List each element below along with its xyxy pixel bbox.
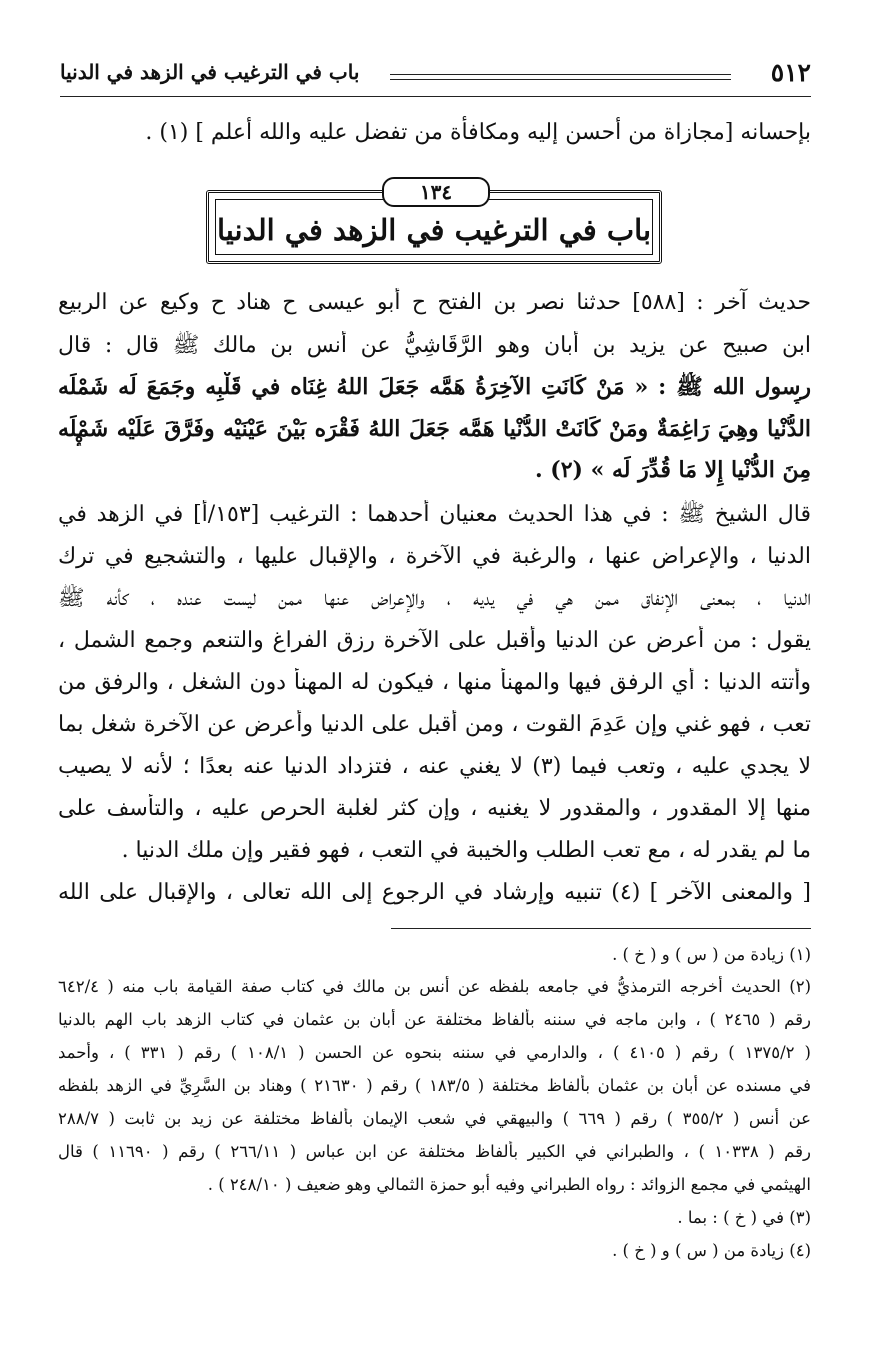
hadith-text-line: الدُّنْيا وهِيَ رَاغِمَةٌ ومَنْ كَانَتْ الدُّنْيا هَمَّه جَعَلَ اللهُ فَقْرَه بَيْنَ عَيْنَيْه وفَرَّقَ عَلَيْه شَمْلَه — [58, 416, 811, 442]
chapter-number-badge: ١٣٤ — [382, 177, 490, 207]
footnote: (٤) زيادة من ( س ) و ( خ ) . — [612, 1241, 811, 1260]
body-line: حديث آخر : [٥٨٨] حدثنا نصر بن الفتح ح أبو عيسى ح هناد ح وكيع عن الربيع — [58, 290, 811, 315]
body-line: لا يجدي عليه ، وتعب فيما (٣) لا يغني عنه ، فتزداد الدنيا عنه بعدًا ؛ لأنه لا يصيب — [58, 754, 811, 779]
running-header — [60, 58, 811, 94]
footnote: (١) زيادة من ( س ) و ( خ ) . — [612, 945, 811, 964]
body-line: قال الشيخ ﷺ : في هذا الحديث معنيان أحدهما : الترغيب [١٥٣/أ] في الزهد في — [58, 502, 811, 527]
footnote-line: ( ١٣٧٥/٢ ) رقم ( ٤١٠٥ ) ، والدارمي في سننه بنحوه عن الحسن ( ١٠٨/١ ) رقم ( ٣٣١ ) ، وأحمد — [58, 1043, 811, 1062]
footnote: (٣) في ( خ ) : بما . — [677, 1208, 811, 1227]
footnote-line: (٢) الحديث أخرجه الترمذيُّ في جامعه بلفظه عن أنس بن مالك في كتاب صفة القيامة باب منه ( ٦٤٢/٤ — [58, 977, 811, 996]
footnote-line: رقم ( ٢٤٦٥ ) ، وابن ماجه في سننه بألفاظ مختلفة عن أبان بن عثمان في كتاب الزهد باب الهم بالدنيا — [58, 1010, 811, 1029]
body-line: ابن صبيح عن يزيد بن أبان وهو الرَّقَاشِيُّ عن أنس بن مالك ﷺ قال : قال — [58, 333, 811, 358]
header-underline — [60, 96, 811, 97]
body-line: يقول : من أعرض عن الدنيا وأقبل على الآخرة رزق الفراغ والتنعم وجمع الشمل ، — [58, 628, 811, 653]
hadith-text-line: رسول الله ﷺ : « مَنْ كَانَتِ الآخِرَةُ هَمَّه جَعَلَ اللهُ غِنَاه في قَلْبِه وجَمَعَ لَه شَمْلَه — [58, 374, 811, 400]
header-decorative-rule — [390, 74, 731, 80]
running-title: باب في الترغيب في الزهد في الدنيا — [60, 60, 360, 84]
chapter-title: باب في الترغيب في الزهد في الدنيا — [216, 213, 652, 247]
body-line: الدنيا ، بمعنى الإنفاق ممن هي في يديه ، والإعراض عنها ممن ليست عنده ، كأنه ﷺ — [58, 586, 811, 611]
body-line: وأتته الدنيا : أي الرفق فيها والمهنأ منها ، فيكون له المهنأ دون الشغل ، والرفق من — [58, 670, 811, 695]
body-line: الدنيا ، والإعراض عنها ، والرغبة في الآخرة ، والإقبال عليها ، والتشجيع في ترك — [58, 544, 811, 569]
footnote-line: عن أنس ( ٣٥٥/٢ ) رقم ( ٦٦٩ ) والبيهقي في شعب الإيمان بألفاظ مختلفة عن زيد بن ثابت ( ٢٨٨/٧ — [58, 1109, 811, 1128]
footnote-line: رقم ( ١٠٣٣٨ ) ، والطبراني في الكبير بألفاظ مختلفة عن ابن عباس ( ٢٦٦/١١ ) رقم ( ١١٦٩٠ ) قال — [58, 1142, 811, 1161]
intro-line: بإحسانه [مجازاة من أحسن إليه ومكافأة من تفضل عليه والله أعلم ] (١) . — [145, 120, 811, 145]
page-number: ٥١٢ — [770, 58, 811, 87]
body-line: ما لم يقدر له ، مع تعب الطلب والخيبة في التعب ، فهو فقير وإن ملك الدنيا . — [121, 838, 811, 863]
body-line: [ والمعنى الآخر ] (٤) تنبيه وإرشاد في الرجوع إلى الله تعالى ، والإقبال على الله — [58, 880, 811, 905]
body-line: تعب ، فهو غني وإن عَدِمَ القوت ، ومن أقبل على الدنيا وأعرض عن الآخرة شغل بما — [58, 712, 811, 737]
footnote-line: في مسنده عن أبان بن عثمان بألفاظ مختلفة ( ١٨٣/٥ ) رقم ( ٢١٦٣٠ ) وهناد بن السَّرِيِّ في الزهد بلفظه — [58, 1076, 811, 1095]
hadith-text-line: مِنَ الدُّنْيا إِلا مَا قُدِّرَ لَه » (٢) . — [534, 457, 811, 483]
footnote-separator — [391, 928, 811, 929]
body-line: منها إلا المقدور ، والمقدور لا يغنيه ، وإن كثر لغلبة الحرص عليه ، والتأسف على — [58, 796, 811, 821]
footnote-line: الهيثمي في مجمع الزوائد : رواه الطبراني وفيه أبو حمزة الثمالي وهو ضعيف ( ٢٤٨/١٠ ) . — [207, 1175, 811, 1194]
